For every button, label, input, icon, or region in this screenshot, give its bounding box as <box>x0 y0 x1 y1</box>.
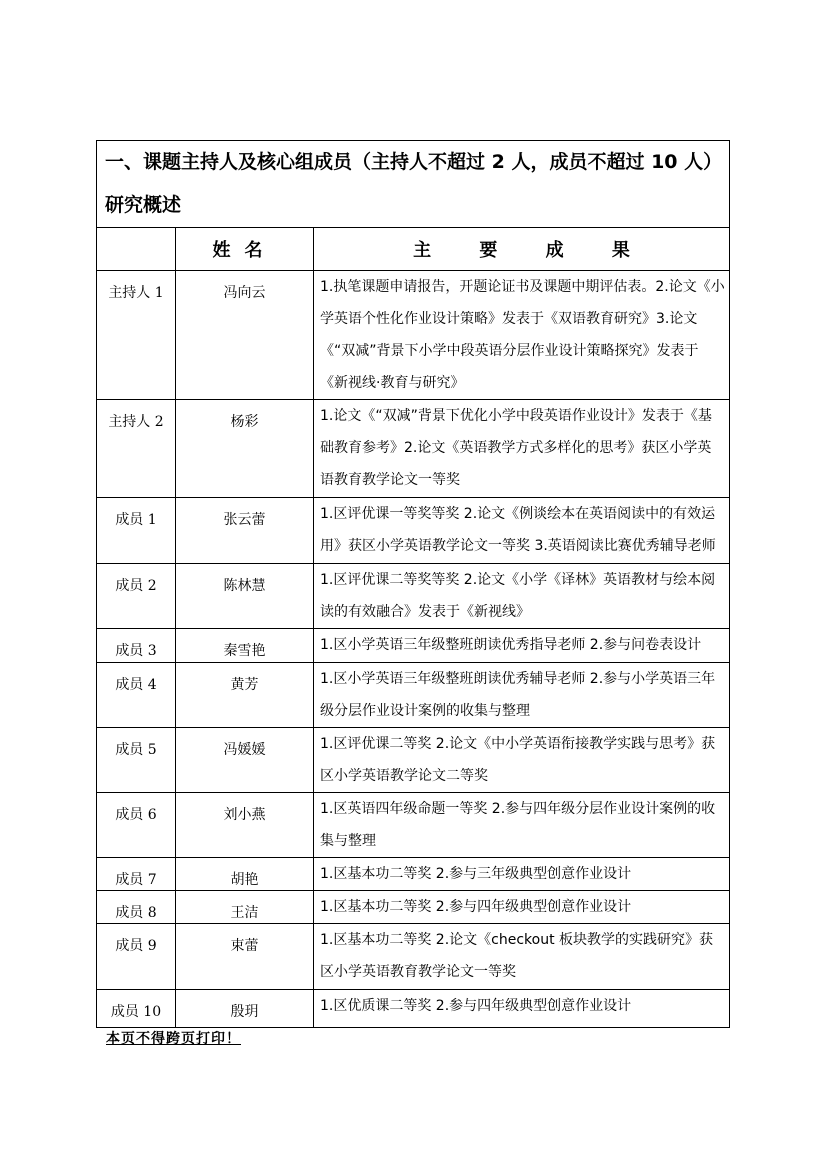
name-cell: 冯向云 <box>176 271 314 400</box>
header-name: 姓名 <box>176 228 314 271</box>
header-result: 主 要 成 果 <box>314 228 730 271</box>
header-row <box>97 228 730 271</box>
table-row <box>97 858 730 891</box>
role-cell: 成员 2 <box>97 564 176 629</box>
role-cell: 成员 10 <box>97 990 176 1028</box>
name-cell: 冯媛媛 <box>176 728 314 793</box>
name-cell: 胡艳 <box>176 858 314 891</box>
name-cell: 殷玥 <box>176 990 314 1028</box>
summary-table <box>96 140 730 1028</box>
footer-note: 本页不得跨页打印！ <box>106 1031 241 1047</box>
table-row <box>97 629 730 663</box>
table-row <box>97 891 730 924</box>
name-cell: 束蕾 <box>176 924 314 990</box>
table-row <box>97 271 730 400</box>
result-cell: 1.论文《“双减”背景下优化小学中段英语作业设计》发表于《基础教育参考》2.论文《英语教学方式多样化的思考》获区小学英语教育教学论文一等奖 <box>314 400 730 498</box>
role-cell: 成员 1 <box>97 498 176 564</box>
role-cell: 成员 8 <box>97 891 176 924</box>
role-cell: 成员 4 <box>97 663 176 728</box>
result-cell: 1.区基本功二等奖 2.参与四年级典型创意作业设计 <box>314 891 730 924</box>
table-row <box>97 990 730 1028</box>
result-cell: 1.区评优课二等奖等奖 2.论文《小学《译林》英语教材与绘本阅读的有效融合》发表于《新视线》 <box>314 564 730 629</box>
section-title-row <box>97 141 730 228</box>
name-cell: 黄芳 <box>176 663 314 728</box>
result-cell: 1.区英语四年级命题一等奖 2.参与四年级分层作业设计案例的收集与整理 <box>314 793 730 858</box>
table-row <box>97 663 730 728</box>
role-cell: 主持人 2 <box>97 400 176 498</box>
result-cell: 1.区评优课一等奖等奖 2.论文《例谈绘本在英语阅读中的有效运用》获区小学英语教学论文一等奖 3.英语阅读比赛优秀辅导老师 <box>314 498 730 564</box>
result-cell: 1.区基本功二等奖 2.参与三年级典型创意作业设计 <box>314 858 730 891</box>
name-cell: 王洁 <box>176 891 314 924</box>
table-row <box>97 924 730 990</box>
table-row <box>97 498 730 564</box>
role-cell: 成员 6 <box>97 793 176 858</box>
result-cell: 1.执笔课题申请报告，开题论证书及课题中期评估表。2.论文《小学英语个性化作业设计策略》发表于《双语教育研究》3.论文《“双减”背景下小学中段英语分层作业设计策略探究》发表于《新视线·教育与研究》 <box>314 271 730 400</box>
role-cell: 成员 5 <box>97 728 176 793</box>
name-cell: 刘小燕 <box>176 793 314 858</box>
result-cell: 1.区优质课二等奖 2.参与四年级典型创意作业设计 <box>314 990 730 1028</box>
table-row <box>97 400 730 498</box>
name-cell: 张云蕾 <box>176 498 314 564</box>
header-role <box>97 228 176 271</box>
name-cell: 杨彩 <box>176 400 314 498</box>
table-row <box>97 793 730 858</box>
result-cell: 1.区小学英语三年级整班朗读优秀辅导老师 2.参与小学英语三年级分层作业设计案例的收集与整理 <box>314 663 730 728</box>
role-cell: 成员 3 <box>97 629 176 663</box>
table-row <box>97 564 730 629</box>
result-cell: 1.区小学英语三年级整班朗读优秀指导老师 2.参与问卷表设计 <box>314 629 730 663</box>
role-cell: 成员 7 <box>97 858 176 891</box>
section-title: 一、课题主持人及核心组成员（主持人不超过 2 人，成员不超过 10 人）研究概述 <box>97 141 730 228</box>
name-cell: 秦雪艳 <box>176 629 314 663</box>
role-cell: 主持人 1 <box>97 271 176 400</box>
table-row <box>97 728 730 793</box>
name-cell: 陈林慧 <box>176 564 314 629</box>
result-cell: 1.区评优课二等奖 2.论文《中小学英语衔接教学实践与思考》获区小学英语教学论文二等奖 <box>314 728 730 793</box>
result-cell: 1.区基本功二等奖 2.论文《checkout 板块教学的实践研究》获区小学英语教育教学论文一等奖 <box>314 924 730 990</box>
role-cell: 成员 9 <box>97 924 176 990</box>
